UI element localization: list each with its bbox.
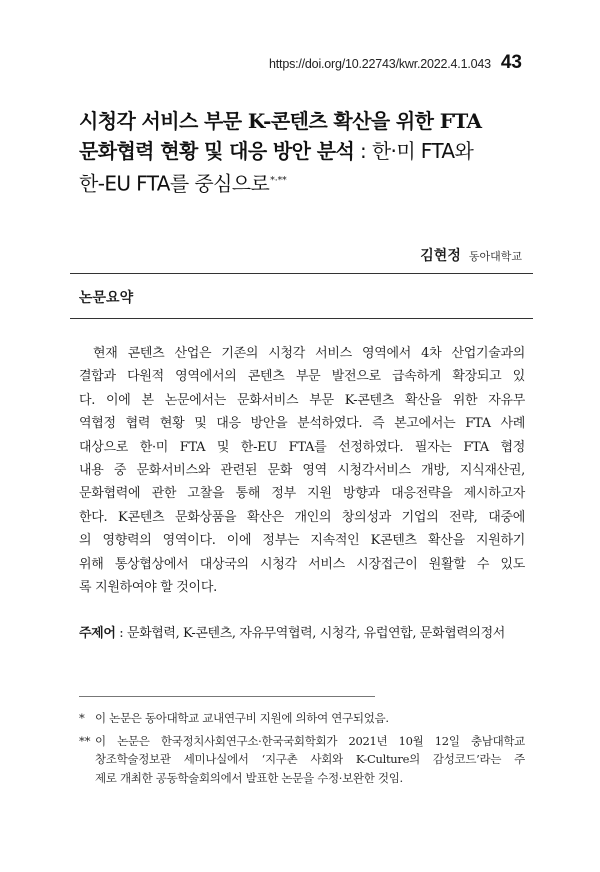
abstract-line: 역협정 협력 현황 및 대응 방안을 분석하였다. 즉 본고에서는 FTA 사례: [79, 416, 525, 432]
footnote-line: 창조학술정보관 세미나실에서 ‘지구촌 사회와 K-Culture의 감성코드’라는 주: [95, 752, 525, 766]
keywords-list: 문화협력, K-콘텐츠, 자유무역협력, 시청각, 유럽연합, 문화협력의정서: [126, 626, 505, 641]
footnote-line: 제로 개최한 공동학술회의에서 발표한 논문을 수정·보완한 것임.: [95, 770, 403, 785]
title-line-1: 시청각 서비스 부문 K-콘텐츠 확산을 위한 FTA: [79, 109, 482, 133]
author-affiliation: 동아대학교: [468, 250, 522, 263]
doi-link[interactable]: https://doi.org/10.22743/kwr.2022.4.1.043: [269, 57, 491, 71]
article-title: [79, 106, 529, 199]
abstract-body: [79, 342, 525, 599]
abstract-line: 한다. K콘텐츠 문화상품을 확산은 개인의 창의성과 기업의 전략, 대중에: [79, 509, 525, 525]
keywords-label: 주제어: [79, 626, 116, 641]
abstract-heading: 논문요약: [79, 290, 134, 306]
page-header: [269, 52, 522, 74]
keywords: [79, 622, 529, 641]
author-block: [420, 245, 522, 265]
abstract-line: 위해 통상협상에서 대상국의 시청각 서비스 시장접근이 원활할 수 있도: [79, 556, 525, 572]
keywords-separator: :: [115, 626, 127, 641]
footnote-line: 이 논문은 한국정치사회연구소·한국국회학회가 2021년 10월 12일 충남대학교: [95, 733, 525, 748]
title-footnote-marks[interactable]: *·**: [270, 176, 287, 186]
title-line-2-main: 문화협력 현황 및 대응 방안 분석: [79, 139, 355, 163]
abstract-line: 다. 이에 본 논문에서는 문화서비스 부문 K-콘텐츠 확산을 위한 자유무: [79, 392, 525, 408]
title-line-2: [79, 136, 529, 166]
abstract-line: 대상으로 한·미 FTA 및 한-EU FTA를 선정하였다. 필자는 FTA 협정: [79, 439, 525, 455]
title-line-2-subtitle: : 한·미 FTA와: [354, 139, 474, 163]
abstract-line: 의 영향력의 영역이다. 이에 정부는 지속적인 K콘텐츠 확산을 지원하기: [79, 533, 525, 549]
author-name: 김현정: [420, 248, 461, 264]
title-line-3: [79, 166, 529, 199]
abstract-line: 록 지원하여야 할 것이다.: [79, 580, 217, 596]
footnote-mark: *: [79, 711, 85, 725]
footnotes: [79, 709, 525, 791]
divider-top: [70, 273, 533, 274]
footnote-mark: **: [79, 733, 91, 748]
footnote-2: [79, 732, 525, 788]
page-number: 43: [500, 52, 522, 73]
footnote-1: [79, 709, 525, 728]
footnote-divider: [79, 696, 375, 697]
title-line-3-subtitle: 한-EU FTA를 중심으로: [79, 171, 270, 196]
abstract-line: 현재 콘텐츠 산업은 기존의 시청각 서비스 영역에서 4차 산업기술과의: [93, 346, 525, 361]
abstract-line: 내용 중 문화서비스와 관련된 문화 영역 시청각서비스 개방, 지식재산권,: [79, 463, 525, 479]
divider-abstract: [70, 318, 533, 319]
abstract-line: 결합과 다원적 영역에서의 콘텐츠 부문 발전으로 급속하게 확장되고 있: [79, 369, 525, 385]
footnote-line: 이 논문은 동아대학교 교내연구비 지원에 의하여 연구되었음.: [95, 711, 389, 725]
abstract-line: 문화협력에 관한 고찰을 통해 정부 지원 방향과 대응전략을 제시하고자: [79, 486, 525, 502]
